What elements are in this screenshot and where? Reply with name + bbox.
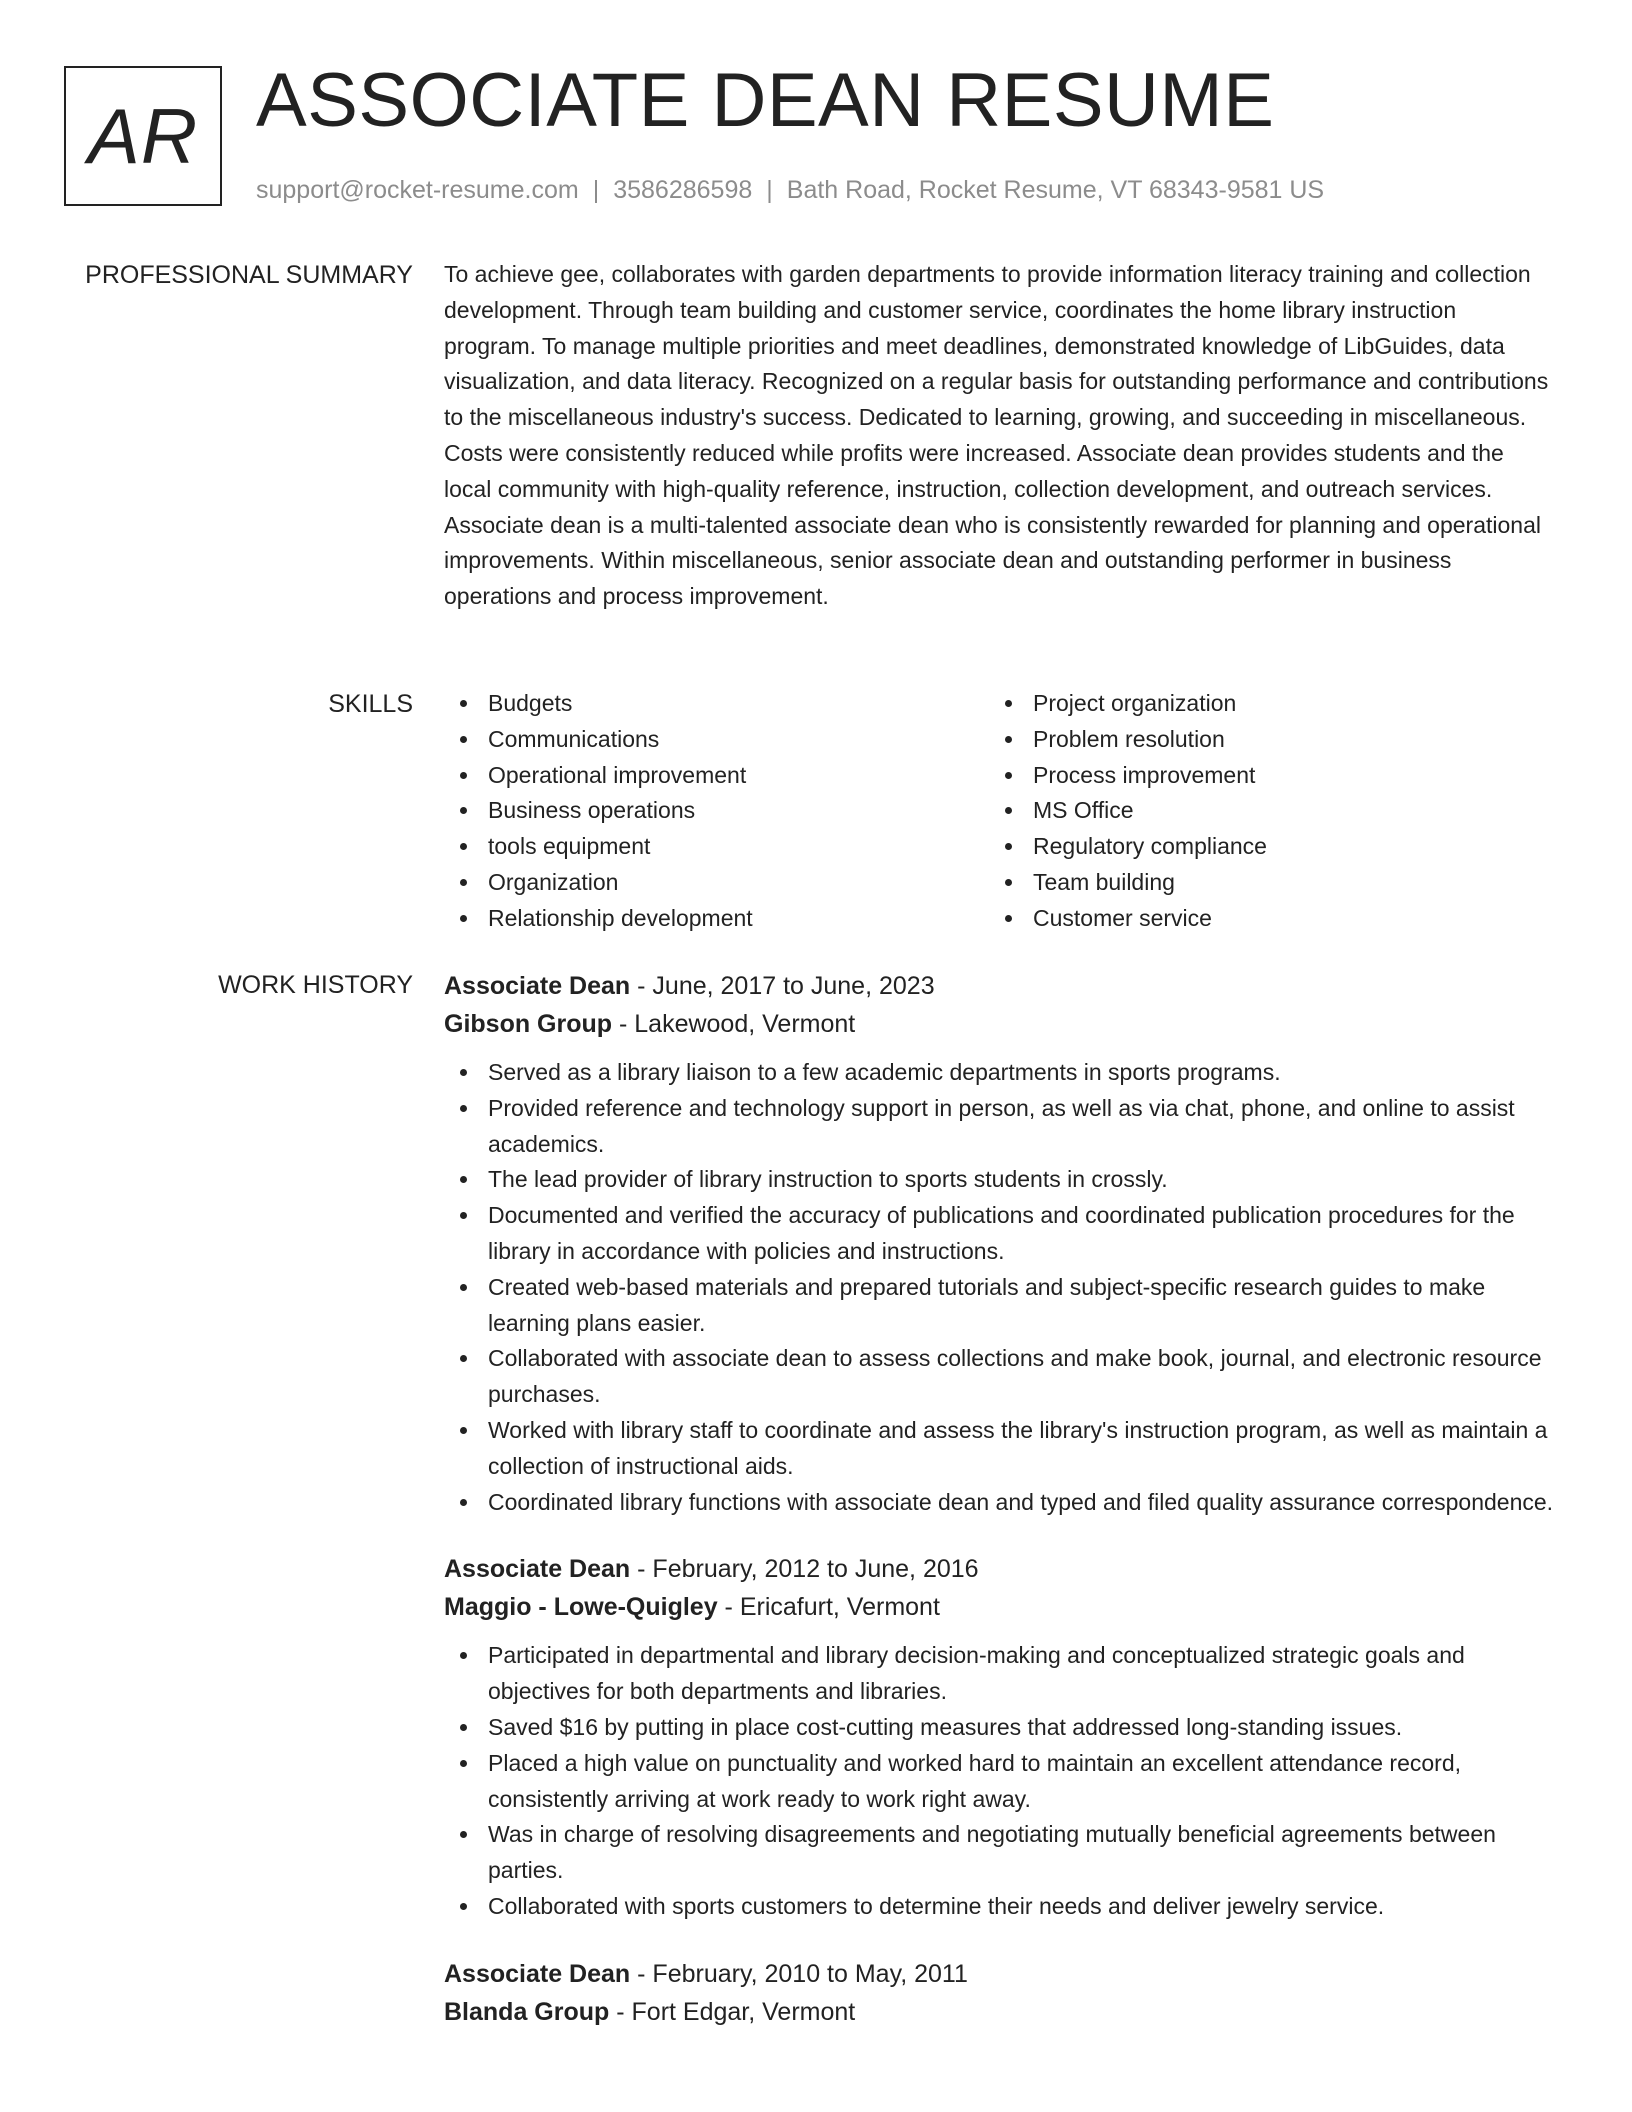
skill-item: Regulatory compliance (989, 829, 1534, 865)
job-bullet: The lead provider of library instruction to sports students in crossly. (444, 1162, 1554, 1198)
monogram-logo: AR (64, 66, 222, 206)
job-bullet: Participated in departmental and library decision-making and conceptualized strategic goals and objectives for both departments and libraries. (444, 1638, 1554, 1710)
job-company: Blanda Group (444, 1997, 610, 2026)
job-bullet: Documented and verified the accuracy of publications and coordinated publication procedures for the library in accordance with policies and instructions. (444, 1198, 1554, 1270)
job-dates: - February, 2012 to June, 2016 (630, 1555, 979, 1584)
job-dates: - June, 2017 to June, 2023 (630, 972, 935, 1000)
job-title: Associate Dean (444, 1959, 631, 1988)
skill-item: Team building (989, 865, 1534, 901)
skill-item: Budgets (444, 686, 989, 722)
job-title: Associate Dean (444, 972, 631, 1000)
skill-item: Business operations (444, 793, 989, 829)
skills-body (444, 686, 1554, 937)
job-company: Maggio - Lowe-Quigley (444, 1593, 718, 1622)
job-entry (444, 1550, 1554, 1924)
skill-item: tools equipment (444, 829, 989, 865)
section-label-work-history: WORK HISTORY (218, 971, 413, 999)
job-entry (444, 967, 1554, 1520)
job-entry (444, 1955, 1554, 2031)
job-bullet: Worked with library staff to coordinate and assess the library's instruction program, as well as maintain a collection of instructional aids. (444, 1413, 1554, 1485)
job-title: Associate Dean (444, 1555, 631, 1584)
job-bullet: Coordinated library functions with associate dean and typed and filed quality assurance correspondence. (444, 1485, 1554, 1521)
job-bullet: Saved $16 by putting in place cost-cutting measures that addressed long-standing issues. (444, 1710, 1554, 1746)
contact-email[interactable]: support@rocket-resume.com (256, 176, 579, 204)
summary-body (444, 257, 1554, 615)
job-bullet: Created web-based materials and prepared tutorials and subject-specific research guides to make learning plans easier. (444, 1270, 1554, 1342)
skill-item: Process improvement (989, 758, 1534, 794)
job-bullet: Was in charge of resolving disagreements and negotiating mutually beneficial agreements between parties. (444, 1817, 1554, 1889)
job-title-line (444, 967, 1554, 1005)
job-company: Gibson Group (444, 1010, 613, 1038)
job-location: - Fort Edgar, Vermont (609, 1997, 856, 2026)
job-company-line (444, 1993, 1554, 2031)
job-bullet: Served as a library liaison to a few academic departments in sports programs. (444, 1055, 1554, 1091)
job-title-line (444, 1550, 1554, 1588)
contact-line (256, 172, 1324, 208)
skill-item: Project organization (989, 686, 1534, 722)
page-title: ASSOCIATE DEAN RESUME (256, 58, 1275, 143)
job-bullet: Collaborated with associate dean to assess collections and make book, journal, and electronic resource purchases. (444, 1341, 1554, 1413)
job-company-line (444, 1005, 1554, 1043)
skills-list-left (444, 686, 989, 937)
contact-address: Bath Road, Rocket Resume, VT 68343-9581 US (786, 176, 1325, 204)
skill-item: Customer service (989, 901, 1534, 937)
contact-phone[interactable]: 3586286598 (613, 176, 753, 204)
job-bullet: Placed a high value on punctuality and worked hard to maintain an excellent attendance record, consistently arriving at work ready to work right away. (444, 1746, 1554, 1818)
job-bullets (444, 1638, 1554, 1924)
skill-item: Problem resolution (989, 722, 1534, 758)
job-company-line (444, 1588, 1554, 1626)
skills-list-right (989, 686, 1534, 937)
contact-separator: | (766, 176, 773, 204)
section-label-summary: PROFESSIONAL SUMMARY (85, 261, 413, 289)
job-bullet: Provided reference and technology support in person, as well as via chat, phone, and online to assist academics. (444, 1091, 1554, 1163)
job-title-line (444, 1955, 1554, 1993)
skill-item: Operational improvement (444, 758, 989, 794)
section-label-skills: SKILLS (328, 690, 413, 718)
job-bullet: Collaborated with sports customers to determine their needs and deliver jewelry service. (444, 1889, 1554, 1925)
job-location: - Lakewood, Vermont (612, 1010, 856, 1038)
contact-separator: | (592, 176, 600, 204)
job-bullets (444, 1055, 1554, 1520)
skill-item: Communications (444, 722, 989, 758)
skill-item: Relationship development (444, 901, 989, 937)
skill-item: MS Office (989, 793, 1534, 829)
job-dates: - February, 2010 to May, 2011 (630, 1959, 968, 1988)
job-location: - Ericafurt, Vermont (717, 1593, 940, 1622)
summary-text: To achieve gee, collaborates with garden departments to provide information literacy training and collection development. Through team building and customer service, coordinates the home library instruction program. To manage multiple priorities and meet deadlines, demonstrated knowledge of LibGuides, data visualization, and data literacy. Recognized on a regular basis for outstanding performance and contributions to the miscellaneous industry's success. Dedicated to learning, growing, and succeeding in miscellaneous. Costs were consistently reduced while profits were increased. Associate dean provides students and the local community with high-quality reference, instruction, collection development, and outreach services. Associate dean is a multi-talented associate dean who is consistently rewarded for planning and operational improvements. Within miscellaneous, senior associate dean and outstanding performer in business operations and process improvement. (444, 261, 1549, 610)
work-history-body (444, 967, 1554, 2061)
skill-item: Organization (444, 865, 989, 901)
